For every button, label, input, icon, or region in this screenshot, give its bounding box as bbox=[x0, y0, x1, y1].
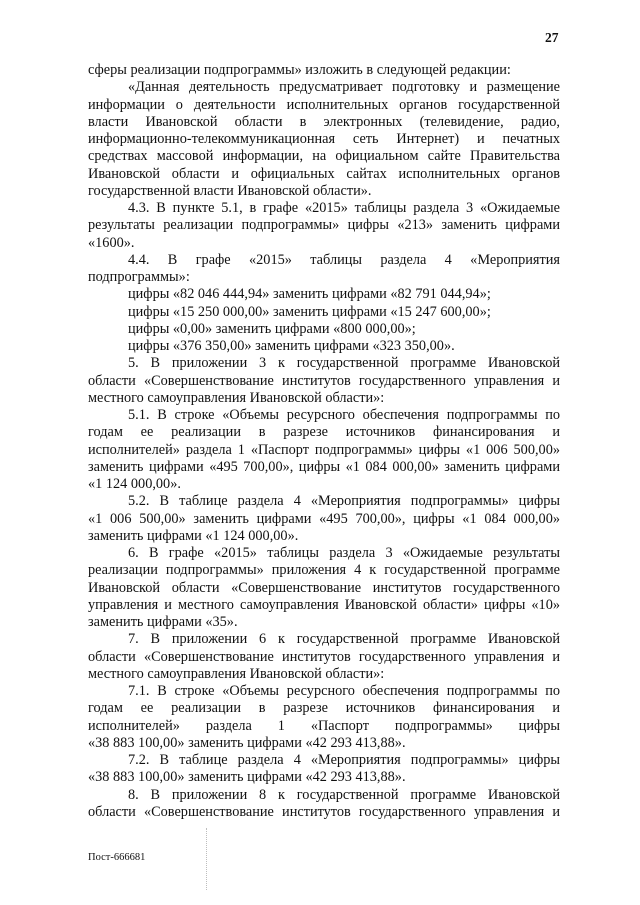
text-line: информационно-телекоммуникационная сеть Интернет) и печатных bbox=[88, 131, 560, 147]
text-line: «1 006 500,00» заменить цифрами «495 700,00», цифры «1 084 000,00» bbox=[88, 510, 560, 527]
text-line: 8. В приложении 8 к государственной программе Ивановской bbox=[128, 786, 560, 803]
text-line: «1600». bbox=[88, 234, 135, 251]
text-line: «1 124 000,00». bbox=[88, 476, 181, 492]
text-line: области «Совершенствование институтов государственного управления и bbox=[88, 372, 560, 389]
text-line: годам ее реализации в разрезе источников финансирования и bbox=[88, 424, 560, 441]
text-line: власти Ивановской области в электронных (телевидение, радио, bbox=[88, 113, 560, 130]
text-line: заменить цифрами «1 124 000,00». bbox=[88, 527, 299, 544]
text-line: реализации подпрограммы» приложения 4 к государственной программе bbox=[88, 562, 560, 579]
text-line: исполнителей» раздела 1 «Паспорт подпрограммы» цифры «1 006 500,00» bbox=[88, 441, 560, 458]
text-line: «Данная деятельность предусматривает подготовку и размещение bbox=[128, 79, 560, 96]
text-line: годам ее реализации в разрезе источников финансирования и bbox=[88, 700, 560, 717]
text-line: 7.1. В строке «Объемы ресурсного обеспечения подпрограммы по bbox=[128, 683, 560, 699]
text-line: Ивановской области «Совершенствование институтов государственного bbox=[88, 579, 560, 596]
text-line: заменить цифрами «495 700,00», цифры «1 084 000,00» заменить цифрами bbox=[88, 458, 560, 475]
text-line: управления и местного самоуправления Ивановской области» цифры «10» bbox=[88, 596, 560, 613]
text-line: исполнителей» раздела 1 «Паспорт подпрограммы» цифры bbox=[88, 717, 560, 734]
text-line: 6. В графе «2015» таблицы раздела 3 «Ожидаемые результаты bbox=[128, 545, 560, 561]
document-body bbox=[88, 62, 560, 821]
text-line: области «Совершенствование институтов государственного управления и bbox=[88, 803, 560, 820]
text-line: 7. В приложении 6 к государственной программе Ивановской bbox=[128, 631, 560, 648]
document-footer-code: Пост-666681 bbox=[88, 852, 146, 863]
text-line: подпрограммы»: bbox=[88, 269, 190, 285]
text-line: цифры «82 046 444,94» заменить цифрами «82 791 044,94»; bbox=[128, 286, 491, 303]
text-line: 5.1. В строке «Объемы ресурсного обеспечения подпрограммы по bbox=[128, 407, 560, 423]
text-line: результаты реализации подпрограммы» цифры «213» заменить цифрами bbox=[88, 217, 560, 234]
text-line: 5.2. В таблице раздела 4 «Мероприятия подпрограммы» цифры bbox=[128, 493, 560, 510]
page-number: 27 bbox=[545, 30, 559, 45]
text-line: цифры «0,00» заменить цифрами «800 000,00»; bbox=[128, 320, 416, 337]
text-line: «38 883 100,00» заменить цифрами «42 293 413,88». bbox=[88, 734, 406, 751]
text-line: заменить цифрами «35». bbox=[88, 614, 238, 630]
text-line: местного самоуправления Ивановской области»: bbox=[88, 389, 385, 406]
text-line: 4.4. В графе «2015» таблицы раздела 4 «Мероприятия bbox=[128, 251, 560, 268]
text-line: 4.3. В пункте 5.1, в графе «2015» таблицы раздела 3 «Ожидаемые bbox=[128, 200, 560, 216]
text-line: средствах массовой информации, на официальном сайте Правительства bbox=[88, 148, 560, 165]
text-line: сферы реализации подпрограммы» изложить в следующей редакции: bbox=[88, 62, 511, 78]
text-line: местного самоуправления Ивановской области»: bbox=[88, 665, 385, 682]
scan-artifact-line bbox=[206, 828, 207, 890]
text-line: «38 883 100,00» заменить цифрами «42 293 413,88». bbox=[88, 769, 406, 786]
text-line: области «Совершенствование институтов государственного управления и bbox=[88, 648, 560, 665]
text-line: 5. В приложении 3 к государственной программе Ивановской bbox=[128, 355, 560, 372]
text-line: цифры «15 250 000,00» заменить цифрами «15 247 600,00»; bbox=[128, 303, 491, 320]
text-line: 7.2. В таблице раздела 4 «Мероприятия подпрограммы» цифры bbox=[128, 752, 560, 768]
text-line: цифры «376 350,00» заменить цифрами «323 350,00». bbox=[128, 338, 455, 354]
text-line: Ивановской области и официальных сайтах исполнительных органов bbox=[88, 165, 560, 182]
text-line: государственной власти Ивановской области». bbox=[88, 182, 372, 199]
text-line: информации о деятельности исполнительных органов государственной bbox=[88, 96, 560, 113]
